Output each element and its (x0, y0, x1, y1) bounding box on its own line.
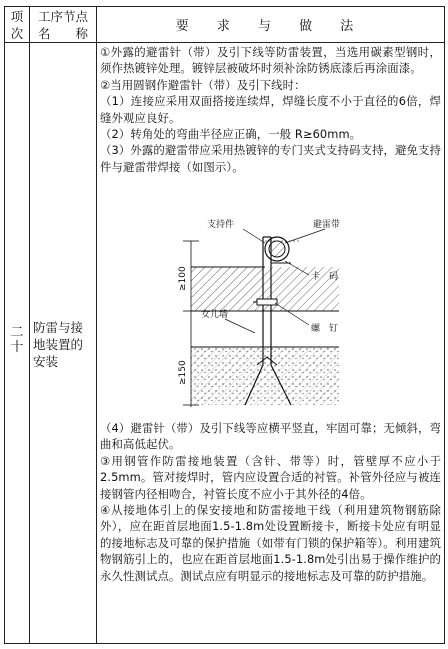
column-divider (29, 7, 30, 643)
header-requirements: 要 求 与 做 法 (175, 19, 366, 34)
label-bolt: 螺 钉 (311, 324, 339, 334)
dim-label-upper: ≥100 (178, 266, 188, 291)
requirement-paragraph: （2）转角处的弯曲半径应正确，一般 R≥60mm。 (100, 127, 362, 142)
header-item-no: 项 次 (10, 9, 24, 41)
lightning-belt-support-diagram (95, 207, 441, 422)
header-divider (5, 42, 444, 43)
requirement-paragraph: ①外露的避雷针（带）及引下线等防雷装置，当选用碳素型钢时，须作热镀锌处理。镀锌层被破坏时须补涂防锈底漆后再涂面漆。 (100, 45, 441, 76)
header-node-name: 工序节点 名 称 (37, 9, 88, 41)
requirement-paragraph: ②当用圆钢作避雷针（带）及引下线时： (100, 77, 306, 92)
label-clip: 卡 码 (311, 272, 339, 282)
leader-support (243, 229, 265, 243)
spec-table (4, 6, 445, 644)
label-belt: 避雷带 (313, 220, 341, 230)
label-parapet: 女儿墙 (201, 310, 229, 320)
requirement-paragraph: ④从接地体引上的保安接地和防雷接地干线（利用建筑物钢筋除外），应在距首层地面1.5-1.8m处设置断接卡，断接卡处应有明显的接地标志及可靠的保护措施（如带有门锁的保护箱等）。利用建筑物钢筋引上的，也应在距首层地面1.5-1.8m处引出易于操作维护的永久性测试点。测试点应有明显示的接地标志及可靠的防护措施。 (100, 503, 441, 583)
leader-parapet (225, 319, 255, 333)
dim-label-lower: ≥150 (178, 360, 188, 385)
bolt-icon (257, 299, 277, 305)
requirements-text-bottom (100, 420, 441, 584)
label-support: 支持件 (207, 220, 235, 230)
requirement-paragraph: （3）外露的避雷带应采用热镀锌的专门夹式支持码支持，避免支持件与避雷带焊接（如图示）。 (100, 143, 441, 174)
requirement-paragraph: （1）连接应采用双面搭接连续焊，焊缝长度不小于直径的6倍，焊缝外观应良好。 (100, 94, 441, 125)
lightning-belt-section (269, 241, 285, 257)
row-node-name: 防雷与接地装置的安装 (33, 320, 84, 369)
requirement-paragraph: ③用钢管作防雷接地装置（含针、带等）时，管壁厚不应小于2.5mm。管对接焊时，管内应设置合适的衬管。补管外径应与被连接钢管内径相吻合，衬管长度不应小于其外径的4倍。 (100, 453, 441, 501)
requirement-paragraph: （4）避雷针（带）及引下线等应横平竖直，牢固可靠；无倾斜，弯曲和高低起伏。 (100, 421, 441, 452)
requirements-text-top (100, 44, 441, 175)
concrete-base-hatch (191, 347, 339, 405)
leader-belt (285, 229, 325, 243)
row-index: 二 十 (10, 325, 24, 355)
